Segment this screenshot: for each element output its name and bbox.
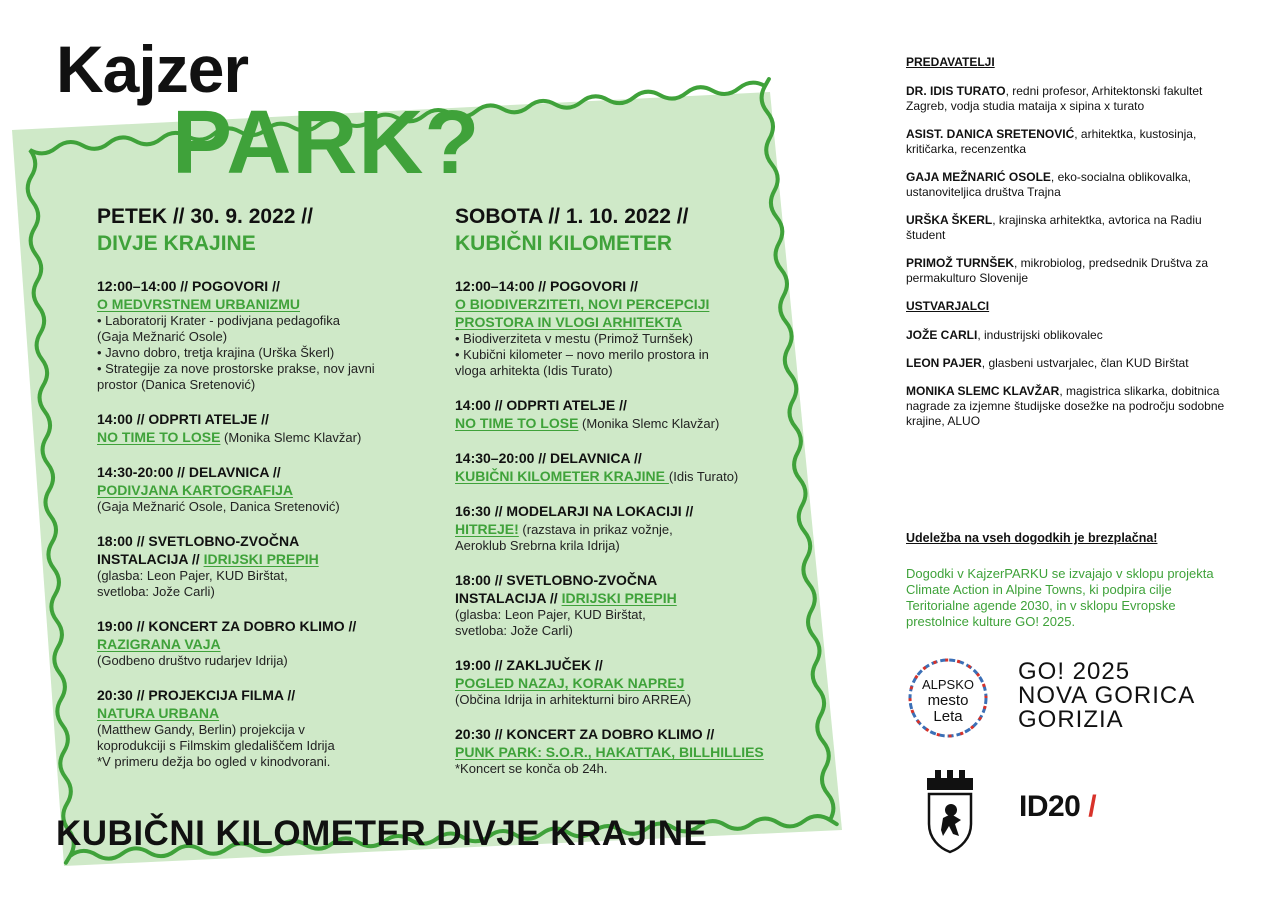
event-title-link[interactable]: NO TIME TO LOSE xyxy=(97,429,221,445)
event-title-link[interactable]: POGLED NAZAJ, KORAK NAPREJ xyxy=(455,675,685,691)
event-note: (razstava in prikaz vožnje, xyxy=(518,522,673,537)
saturday-event-concert xyxy=(455,725,800,777)
saturday-event-installation xyxy=(455,571,800,639)
event-head: 18:00 // SVETLOBNO-ZVOČNA xyxy=(97,533,300,549)
id20-text: ID20 xyxy=(1019,790,1081,823)
person-name: PRIMOŽ TURNŠEK xyxy=(906,256,1014,270)
saturday-column xyxy=(455,203,800,794)
event-note: (Monika Slemc Klavžar) xyxy=(220,430,362,445)
creator-entry xyxy=(906,328,1226,343)
saturday-event-closing xyxy=(455,656,800,708)
speaker-entry xyxy=(906,256,1226,286)
event-head: 14:30-20:00 // DELAVNICA // xyxy=(97,464,281,480)
person-desc: , glasbeni ustvarjalec, član KUD Birštat xyxy=(981,356,1189,370)
person-name: GAJA MEŽNARIĆ OSOLE xyxy=(906,170,1051,184)
saturday-event-models xyxy=(455,502,800,554)
speaker-entry xyxy=(906,84,1226,114)
event-head: 14:30–20:00 // DELAVNICA // xyxy=(455,450,642,466)
creator-entry xyxy=(906,356,1226,371)
person-desc: , magistrica slikarka, dobitnica nagrade za izjemne študijske dosežke na področju sodobne krajine, ALUO xyxy=(906,384,1225,428)
idrija-coat-of-arms-icon xyxy=(921,764,979,854)
event-title-link[interactable]: HITREJE! xyxy=(455,521,519,537)
leta-word: Leta xyxy=(933,708,963,725)
speaker-entry xyxy=(906,127,1226,157)
project-info: Dogodki v KajzerPARKU se izvajajo v sklopu projekta Climate Action in Alpine Towns, ki podpira cilje Teritorialne agende 2030, in v sklopu Evropske prestolnice kulture GO! 2025. xyxy=(906,566,1214,629)
event-title-link[interactable]: KUBIČNI KILOMETER KRAJINE xyxy=(455,468,669,484)
people-sidebar xyxy=(906,55,1226,442)
creator-entry xyxy=(906,384,1226,429)
event-note: • Laboratorij Krater - podivjana pedagofika xyxy=(97,313,341,328)
event-head: 12:00–14:00 // POGOVORI // xyxy=(97,278,280,294)
event-head: 14:00 // ODPRTI ATELJE // xyxy=(455,397,627,413)
event-head: 12:00–14:00 // POGOVORI // xyxy=(455,278,638,294)
friday-event-talks xyxy=(97,277,442,393)
event-head: 18:00 // SVETLOBNO-ZVOČNA xyxy=(455,572,658,588)
event-note: svetloba: Jože Carli) xyxy=(97,584,215,599)
saturday-theme: KUBIČNI KILOMETER xyxy=(455,232,672,255)
friday-event-installation xyxy=(97,532,442,600)
person-name: URŠKA ŠKERL xyxy=(906,213,993,227)
event-title-link[interactable]: NATURA URBANA xyxy=(97,705,220,721)
event-title-link[interactable]: IDRIJSKI PREPIH xyxy=(203,551,319,567)
event-note: (Gaja Mežnarić Osole) xyxy=(97,329,228,344)
event-note: vloga arhitekta (Idis Turato) xyxy=(455,363,613,378)
person-desc: , redni profesor, Arhitektonski fakultet Zagreb, vodja studia mataija x sipina x turato xyxy=(906,84,1203,113)
person-name: MONIKA SLEMC KLAVŽAR xyxy=(906,384,1060,398)
bottom-title: KUBIČNI KILOMETER DIVJE KRAJINE xyxy=(56,814,708,853)
event-note: koprodukciji s Filmskim gledališčem Idrija xyxy=(97,738,335,753)
event-note: • Javno dobro, tretja krajina (Urška Škerl) xyxy=(97,345,335,360)
mesto-word: mesto xyxy=(927,692,969,709)
id20-logo xyxy=(1019,790,1096,824)
event-head: 19:00 // ZAKLJUČEK // xyxy=(455,657,603,673)
event-head: 20:30 // KONCERT ZA DOBRO KLIMO // xyxy=(455,726,715,742)
event-head: INSTALACIJA // xyxy=(455,590,562,606)
saturday-day-title: SOBOTA // 1. 10. 2022 // xyxy=(455,205,689,228)
event-note: (Občina Idrija in arhitekturni biro ARREA) xyxy=(455,692,692,707)
saturday-event-talks xyxy=(455,277,800,379)
friday-theme: DIVJE KRAJINE xyxy=(97,232,256,255)
event-title-link[interactable]: O BIODIVERZITETI, NOVI PERCEPCIJI xyxy=(455,296,710,312)
poster-title-kajzer: Kajzer xyxy=(56,32,249,106)
gorizia-line: GORIZIA xyxy=(1018,706,1124,733)
event-title-link[interactable]: PODIVJANA KARTOGRAFIJA xyxy=(97,482,294,498)
person-name: JOŽE CARLI xyxy=(906,328,978,342)
event-note: (Idis Turato) xyxy=(668,469,739,484)
person-name: DR. IDIS TURATO xyxy=(906,84,1006,98)
event-head: 14:00 // ODPRTI ATELJE // xyxy=(97,411,269,427)
event-note: *V primeru dežja bo ogled v kinodvorani. xyxy=(97,754,331,769)
event-note: prostor (Danica Sretenović) xyxy=(97,377,256,392)
event-title-link[interactable]: O MEDVRSTNEM URBANIZMU xyxy=(97,296,300,312)
friday-event-open-atelier xyxy=(97,410,442,446)
event-note: svetloba: Jože Carli) xyxy=(455,623,573,638)
speakers-heading: PREDAVATELJI xyxy=(906,55,995,69)
event-note: (Godbeno društvo rudarjev Idrija) xyxy=(97,653,288,668)
event-note: (Monika Slemc Klavžar) xyxy=(578,416,720,431)
free-entry-notice: Udeležba na vseh dogodkih je brezplačna! xyxy=(906,531,1158,545)
event-note: Aeroklub Srebrna krila Idrija) xyxy=(455,538,620,553)
event-note: • Kubični kilometer – novo merilo prostora in xyxy=(455,347,709,362)
event-head: 19:00 // KONCERT ZA DOBRO KLIMO // xyxy=(97,618,357,634)
event-note: • Strategije za nove prostorske prakse, nov javni xyxy=(97,361,375,376)
event-title-link[interactable]: RAZIGRANA VAJA xyxy=(97,636,221,652)
go-2025-logo xyxy=(1018,660,1195,732)
friday-column xyxy=(97,203,442,787)
person-desc: , arhitektka, kustosinja, kritičarka, recenzentka xyxy=(906,127,1197,156)
event-head: 20:30 // PROJEKCIJA FILMA // xyxy=(97,687,296,703)
event-title-link[interactable]: PUNK PARK: S.O.R., HAKATTAK, BILLHILLIES xyxy=(455,744,764,760)
poster-title-park: PARK? xyxy=(172,93,481,193)
speaker-entry xyxy=(906,170,1226,200)
alpsko-mesto-leta-logo xyxy=(907,657,989,739)
friday-event-concert xyxy=(97,617,442,669)
event-title-link[interactable]: NO TIME TO LOSE xyxy=(455,415,579,431)
person-desc: , krajinska arhitektka, avtorica na Radiu študent xyxy=(906,213,1202,242)
event-note: (Gaja Mežnarić Osole, Danica Sretenović) xyxy=(97,499,340,514)
alpsko-word: ALPSKO xyxy=(921,677,975,692)
event-note: • Biodiverziteta v mestu (Primož Turnšek) xyxy=(455,331,693,346)
saturday-event-open-atelier xyxy=(455,396,800,432)
speaker-entry xyxy=(906,213,1226,243)
person-name: ASIST. DANICA SRETENOVIĆ xyxy=(906,127,1075,141)
person-desc: , industrijski oblikovalec xyxy=(977,328,1103,342)
friday-event-workshop xyxy=(97,463,442,515)
person-desc: , mikrobiolog, predsednik Društva za permakulturo Slovenije xyxy=(906,256,1209,285)
creators-heading: USTVARJALCI xyxy=(906,299,990,313)
id20-slash: / xyxy=(1088,790,1097,823)
friday-day-title: PETEK // 30. 9. 2022 // xyxy=(97,205,313,228)
event-title-link[interactable]: PROSTORA IN VLOGI ARHITEKTA xyxy=(455,314,683,330)
friday-event-film xyxy=(97,686,442,770)
event-note: *Koncert se konča ob 24h. xyxy=(455,761,608,776)
person-desc: , eko-socialna oblikovalka, ustanoviteljica društva Trajna xyxy=(906,170,1191,199)
event-note: (Matthew Gandy, Berlin) projekcija v xyxy=(97,722,305,737)
saturday-event-workshop xyxy=(455,449,800,485)
event-head: 16:30 // MODELARJI NA LOKACIJI // xyxy=(455,503,694,519)
event-note: (glasba: Leon Pajer, KUD Birštat, xyxy=(97,568,288,583)
nova-gorica-line: NOVA GORICA xyxy=(1018,682,1196,709)
event-note: (glasba: Leon Pajer, KUD Birštat, xyxy=(455,607,646,622)
go-2025-line: GO! 2025 xyxy=(1018,658,1131,685)
event-head: INSTALACIJA // xyxy=(97,551,204,567)
event-title-link[interactable]: IDRIJSKI PREPIH xyxy=(561,590,677,606)
person-name: LEON PAJER xyxy=(906,356,982,370)
